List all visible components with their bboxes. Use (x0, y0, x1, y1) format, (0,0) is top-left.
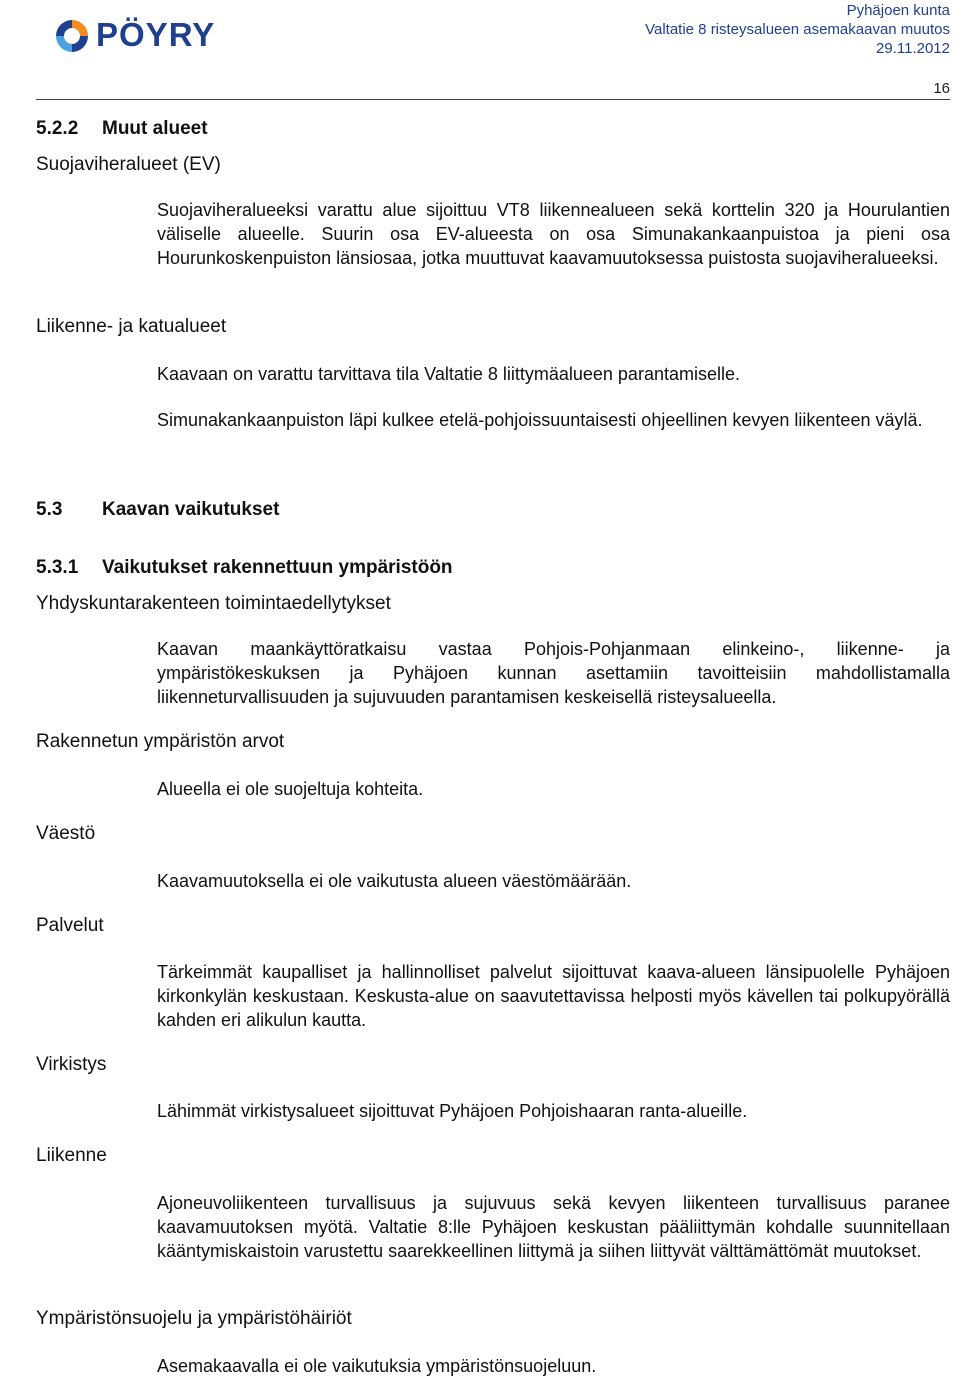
paragraph-yhdyskuntarakenne: Kaavan maankäyttöratkaisu vastaa Pohjois-Pohjanmaan elinkeino-, liikenne- ja ympäristökeskuksen ja Pyhäjoen kunnan asettamiin tavoitteisiin mahdollistamalla liikenneturvallisuuden ja sujuvuuden parantamisen keskeisellä risteysalueella. (157, 639, 950, 707)
header-client: Pyhäjoen kunta (846, 2, 950, 19)
logo-text: PÖYRY (96, 16, 216, 53)
heading-title: Kaavan vaikutukset (102, 499, 280, 520)
label-liikenne: Liikenne (36, 1145, 107, 1166)
label-ymparistonsuojelu: Ympäristönsuojelu ja ympäristöhäiriöt (36, 1308, 352, 1329)
company-logo (52, 14, 252, 56)
heading-number: 5.3.1 (36, 557, 79, 578)
heading-5-3-1 (36, 557, 453, 579)
label-rakennettu-ymparisto: Rakennetun ympäristön arvot (36, 731, 285, 752)
paragraph-lk-1: Kaavaan on varattu tarvittava tila Valtatie 8 liittymäalueen parantamiselle. (157, 364, 740, 384)
label-yhdyskuntarakenne: Yhdyskuntarakenteen toimintaedellytykset (36, 593, 391, 614)
header-project: Valtatie 8 risteysalueen asemakaavan muutos (645, 21, 950, 38)
paragraph-vaesto: Kaavamuutoksella ei ole vaikutusta alueen väestömäärään. (157, 871, 632, 891)
page-number: 16 (933, 80, 950, 97)
paragraph-lk-2: Simunakankaanpuiston läpi kulkee etelä-pohjoissuuntaisesti ohjeellinen kevyen liikenteen väylä. (157, 410, 923, 430)
label-palvelut: Palvelut (36, 915, 104, 936)
label-virkistys: Virkistys (36, 1054, 107, 1075)
heading-number: 5.2.2 (36, 118, 79, 139)
paragraph-palvelut: Tärkeimmät kaupalliset ja hallinnolliset palvelut sijoittuvat kaava-alueen länsipuolelle Pyhäjoen kirkonkylän keskustaan. Keskusta-alue on saavutettavissa helposti myös kävellen tai polkupyörällä kahden eri alikulun kautta. (157, 962, 950, 1030)
header-date: 29.11.2012 (876, 40, 950, 57)
heading-5-2-2 (36, 118, 208, 140)
label-vaesto: Väestö (36, 823, 96, 844)
header-divider (36, 99, 950, 100)
heading-title: Vaikutukset rakennettuun ympäristöön (102, 557, 453, 578)
heading-5-3 (36, 499, 279, 521)
paragraph-ev: Suojaviheralueeksi varattu alue sijoittuu VT8 liikennealueen sekä korttelin 320 ja Hourulantien väliselle alueelle. Suurin osa EV-alueesta on osa Simunakankaanpuistoa ja pieni osa Hourunkoskenpuiston länsiosaa, jotka muuttuvat kaavamuutoksessa puistosta suojaviheralueeksi. (157, 200, 950, 268)
paragraph-virkistys: Lähimmät virkistysalueet sijoittuvat Pyhäjoen Pohjoishaaran ranta-alueille. (157, 1101, 748, 1121)
poyry-logo-icon (52, 16, 92, 56)
paragraph-ymparistonsuojelu: Asemakaavalla ei ole vaikutuksia ympäristönsuojeluun. (157, 1356, 597, 1376)
heading-number: 5.3 (36, 499, 63, 520)
heading-title: Muut alueet (102, 118, 208, 139)
label-ev: Suojaviheralueet (EV) (36, 154, 221, 175)
paragraph-rakennettu-ymparisto: Alueella ei ole suojeltuja kohteita. (157, 779, 424, 799)
paragraph-liikenne: Ajoneuvoliikenteen turvallisuus ja sujuvuus sekä kevyen liikenteen turvallisuus paranee kaavamuutoksen myötä. Valtatie 8:lle Pyhäjoen keskustan pääliittymän kohdalle suunnitellaan kääntymiskaistoin varustettu saarekkeellinen liittymä ja siihen liittyvät välttämättömät muutokset. (157, 1193, 950, 1261)
label-liikenne-katualueet: Liikenne- ja katualueet (36, 316, 227, 337)
